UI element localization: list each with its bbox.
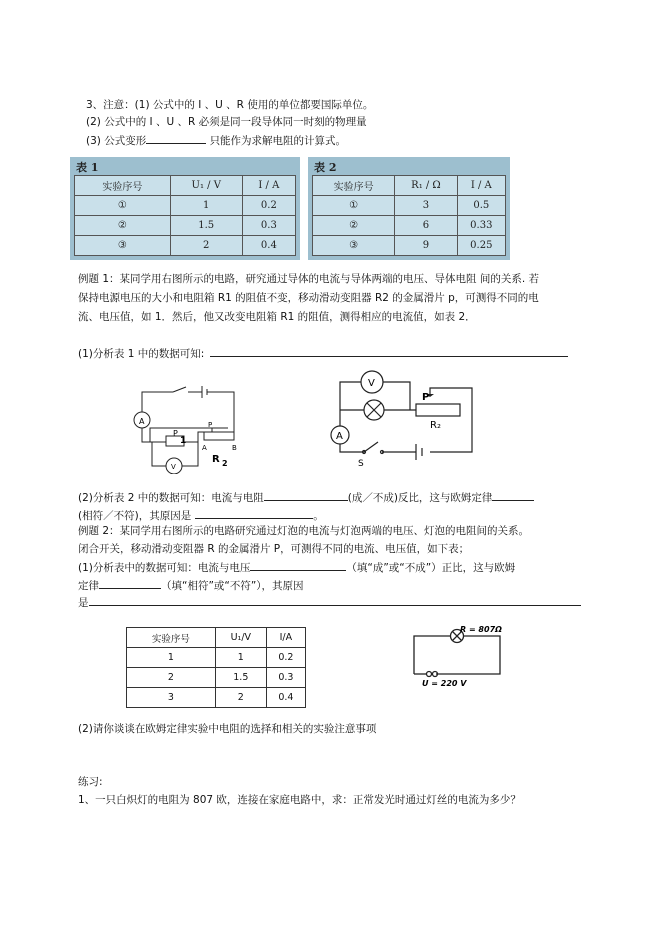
example-2-q1-line-3 — [78, 594, 581, 611]
table-cell: 0.4 — [242, 236, 295, 256]
table-header: 实验序号 — [75, 176, 171, 196]
voltmeter-label: V — [171, 463, 176, 471]
table-1-caption: 表 1 — [76, 161, 99, 174]
table-1 — [70, 157, 300, 260]
table-cell: 2 — [170, 236, 242, 256]
example-1-q2-text-d: 。 — [313, 510, 324, 522]
note-line-3-start: (3) 公式变形 — [86, 135, 147, 147]
example-2-q1-text-b: （填“成”或“不成”）正比，这与欧姆 — [346, 562, 516, 574]
example-1-q2-text-b: (成／不成)反比，这与欧姆定律 — [347, 492, 493, 504]
example-1-q2-line-2 — [78, 507, 324, 524]
table-row — [313, 216, 506, 236]
table-row — [127, 648, 306, 668]
table-header: I / A — [457, 176, 505, 196]
table-cell: 0.25 — [457, 236, 505, 256]
table-cell: 0.5 — [457, 196, 505, 216]
ammeter-label: A — [139, 417, 145, 426]
node-a-label: A — [202, 444, 207, 452]
circuit-diagram-3 — [408, 622, 510, 688]
table-row — [75, 216, 296, 236]
table-row — [127, 668, 306, 688]
table-cell: 0.3 — [242, 216, 295, 236]
table-row — [75, 176, 296, 196]
circuit-diagram-1 — [128, 384, 250, 474]
blank-q2-ohms-law[interactable] — [492, 489, 534, 501]
table-cell: 1 — [127, 648, 216, 668]
table-row — [313, 196, 506, 216]
table-header: 实验序号 — [127, 628, 216, 648]
table-cell: 0.2 — [242, 196, 295, 216]
switch-label: S — [358, 459, 364, 469]
table-cell: 2 — [215, 688, 266, 708]
note-line-2: (2) 公式中的 I 、U 、R 必须是同一段导体同一时刻的物理量 — [86, 116, 367, 128]
resistor-r1-label: 1 — [180, 436, 187, 446]
example-1-q1-text: (1)分析表 1 中的数据可知: — [78, 348, 205, 360]
table-cell: 9 — [395, 236, 457, 256]
slider-p-label: P — [208, 421, 213, 429]
table-3 — [126, 627, 306, 708]
table-row — [127, 688, 306, 708]
table-cell: 0.4 — [266, 688, 305, 708]
table-header: 实验序号 — [313, 176, 395, 196]
example-2-q2: (2)请你谈谈在欧姆定律实验中电阻的选择和相关的实验注意事项 — [78, 723, 377, 735]
table-cell: 1 — [170, 196, 242, 216]
table-row — [313, 236, 506, 256]
table-header: U₁/V — [215, 628, 266, 648]
table-cell: 0.2 — [266, 648, 305, 668]
example-2-q1-text-c: 定律 — [78, 580, 99, 592]
table-row — [75, 236, 296, 256]
table-cell: ① — [75, 196, 171, 216]
circuit-diagram-2 — [324, 366, 476, 472]
blank-formula[interactable] — [146, 132, 206, 144]
table-cell: 6 — [395, 216, 457, 236]
table-header: I/A — [266, 628, 305, 648]
note-line-1: 3、注意：(1) 公式中的 I 、U 、R 使用的单位都要国际单位。 — [86, 99, 374, 111]
table-cell: ② — [313, 216, 395, 236]
rheostat-r2-label: R — [212, 454, 220, 465]
example-2-q1-text-e: 是 — [78, 597, 89, 609]
table-row — [75, 196, 296, 216]
rheostat-r2-sub: 2 — [222, 459, 228, 468]
example-2-line-1: 例题 2：某同学用右图所示的电路研究通过灯泡的电流与灯泡两端的电压、灯泡的电阻间的关系。 — [78, 525, 530, 537]
table-cell: 3 — [395, 196, 457, 216]
example-1-q2-text-a: (2)分析表 2 中的数据可知：电流与电阻 — [78, 492, 264, 504]
blank-e2-ohms-law[interactable] — [99, 577, 161, 589]
table-cell: 0.3 — [266, 668, 305, 688]
blank-q1-answer[interactable] — [210, 345, 568, 357]
slider-p-label: P — [422, 392, 430, 403]
voltmeter-label: V — [368, 378, 375, 389]
lamp-resistance-label: R = 807Ω — [460, 625, 502, 634]
table-cell: 1 — [215, 648, 266, 668]
example-2-q1 — [78, 559, 515, 576]
blank-q2-proportional[interactable] — [264, 489, 348, 501]
resistor-r1-p-label: P — [173, 429, 178, 438]
example-1-line-1: 例题 1：某同学用右图所示的电路，研究通过导体的电流与导体两端的电压、导体电阻 间的关系. 若 — [78, 273, 540, 285]
table-header: U₁ / V — [170, 176, 242, 196]
blank-q2-reason[interactable] — [195, 507, 313, 519]
table-cell: 1.5 — [170, 216, 242, 236]
voltage-label: U = 220 V — [422, 679, 467, 688]
table-header: I / A — [242, 176, 295, 196]
table-cell: 1.5 — [215, 668, 266, 688]
example-2-q1-text-a: (1)分析表中的数据可知：电流与电压 — [78, 562, 251, 574]
example-2-line-2: 闭合开关，移动滑动变阻器 R 的金属滑片 P，可测得不同的电流、电压值，如下表； — [78, 543, 470, 555]
table-cell: ③ — [75, 236, 171, 256]
table-row — [127, 628, 306, 648]
rheostat-label: R₂ — [430, 420, 441, 431]
table-cell: ③ — [313, 236, 395, 256]
table-2 — [308, 157, 510, 260]
table-cell: 3 — [127, 688, 216, 708]
practice-title: 练习: — [78, 776, 103, 788]
table-header: R₁ / Ω — [395, 176, 457, 196]
example-2-q1-line-2 — [78, 577, 304, 594]
table-row — [313, 176, 506, 196]
practice-q1: 1、一只白炽灯的电阻为 807 欧，连接在家庭电路中，求：正常发光时通过灯丝的电流为多少？ — [78, 794, 521, 806]
table-2-caption: 表 2 — [314, 161, 337, 174]
table-cell: ② — [75, 216, 171, 236]
ammeter-label: A — [336, 431, 343, 442]
example-1-q2-text-c: (相符／不符)，其原因是 — [78, 510, 192, 522]
example-1-line-2: 保持电源电压的大小和电阻箱 R1 的阻值不变，移动滑动变阻器 R2 的金属滑片 p，可测得不同的电 — [78, 292, 539, 304]
blank-e2-proportional[interactable] — [250, 559, 346, 571]
blank-e2-reason[interactable] — [89, 594, 581, 606]
table-cell: 0.33 — [457, 216, 505, 236]
node-b-label: B — [232, 444, 237, 452]
table-cell: 2 — [127, 668, 216, 688]
example-1-q1 — [78, 345, 568, 362]
example-1-line-3: 流、电压值，如 1．然后，他又改变电阻箱 R1 的阻值，测得相应的电流值，如表 2． — [78, 311, 476, 323]
example-1-q2 — [78, 489, 534, 506]
note-line-3 — [86, 132, 346, 149]
table-cell: ① — [313, 196, 395, 216]
example-2-q1-text-d: （填“相符”或“不符”），其原因 — [161, 580, 304, 592]
note-line-3-end: 只能作为求解电阻的计算式。 — [209, 135, 347, 147]
